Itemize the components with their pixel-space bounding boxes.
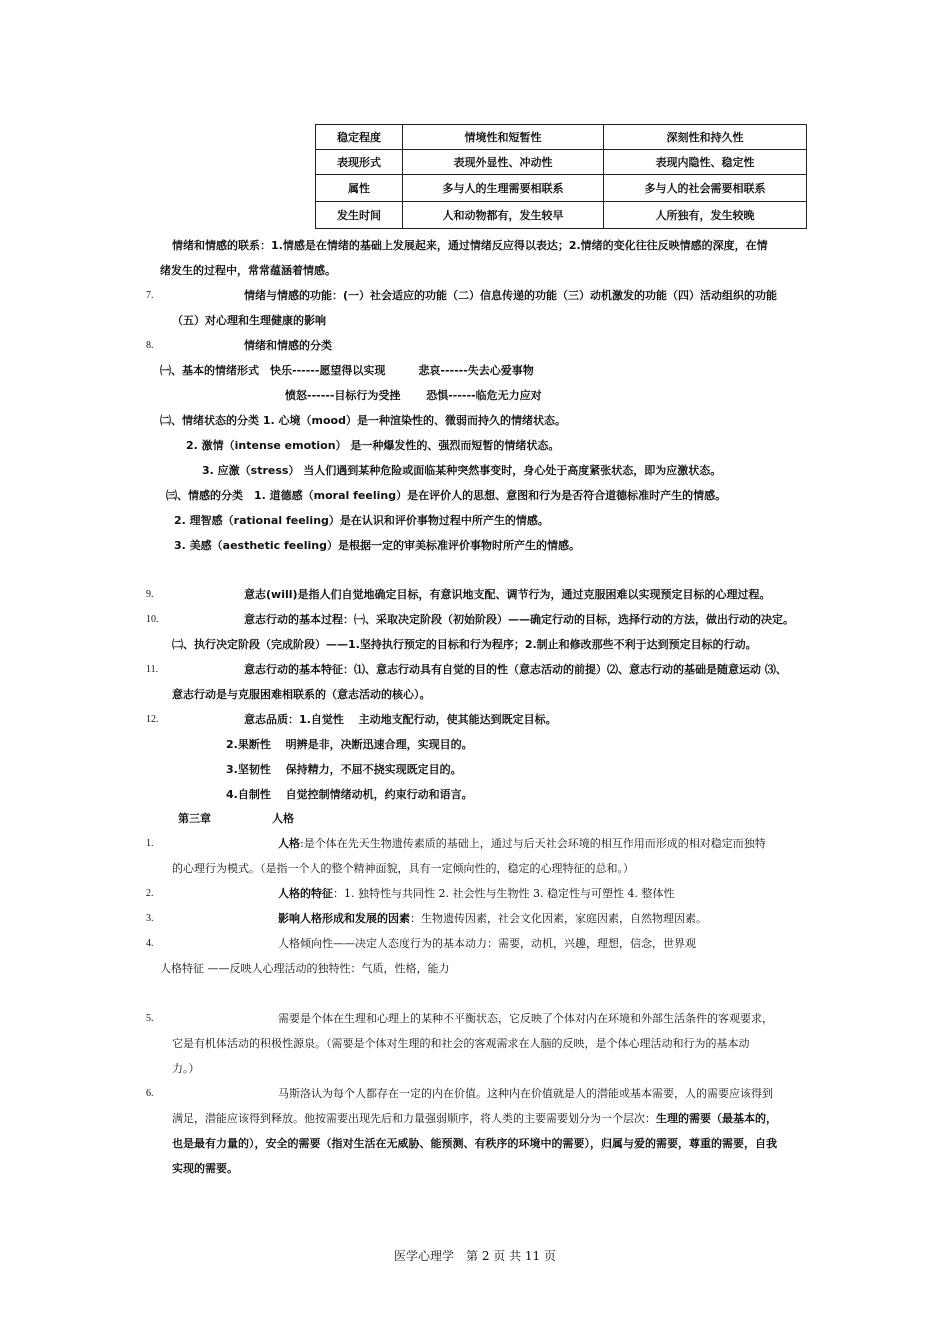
- personality-factors-line: [278, 911, 707, 926]
- emotion-relation-line-2: 绪发生的过程中，常常蕴涵着情感。: [160, 264, 336, 277]
- item-number: 2.: [146, 888, 154, 899]
- will-process-line-1: 意志行动的基本过程：㈠、采取决定阶段（初始阶段）——确定行动的目标，选择行动的方法，做出行动的决定。: [244, 613, 794, 626]
- table-row: [316, 125, 807, 150]
- personality-definition-text: :是个体在先天生物遗传素质的基础上，通过与后天社会环境的相互作用而形成的相对稳定而独特: [300, 837, 766, 850]
- factors-keyword: 影响人格形成和发展的因素: [278, 912, 410, 925]
- will-definition: 意志(will)是指人们自觉地确定目标，有意识地支配、调节行为，通过克服困难以实现预定目标的心理过程。: [244, 588, 771, 601]
- table-cell: 多与人的社会需要相联系: [604, 175, 807, 202]
- page-footer: 医学心理学 第 2 页 共 11 页: [394, 1249, 556, 1263]
- personality-keyword: 人格: [278, 837, 300, 850]
- will-feature-line-1: 意志行动的基本特征：⑴、意志行动具有自觉的目的性（意志活动的前提）⑵、意志行动的基础是随意运动 ⑶、: [244, 663, 787, 676]
- will-quality-line-2: 2.果断性 明辨是非，决断迅速合理，实现目的。: [226, 738, 473, 751]
- item-number: 11.: [146, 664, 159, 675]
- table-cell: 情境性和短暂性: [403, 125, 604, 150]
- personality-tendency-line: 人格倾向性——决定人态度行为的基本动力：需要，动机，兴趣，理想，信念，世界观: [278, 937, 696, 950]
- will-quality-line-1: 意志品质：1.自觉性 主动地支配行动，使其能达到既定目标。: [244, 713, 557, 726]
- chapter-label: 第三章: [178, 812, 211, 825]
- basic-emotion-line-1: ㈠、基本的情绪形式 快乐------愿望得以实现 悲哀------失去心爱事物: [160, 364, 534, 377]
- maslow-line-3: 也是最有力量的），安全的需要（指对生活在无威胁、能预测、有秩序的环境中的需要），归属与爱的需要，尊重的需要，自我: [172, 1137, 777, 1150]
- feeling-class-line-1: ㈢、情感的分类 1. 道德感（moral feeling）是在评价人的思想、意图和行为是否符合道德标准时产生的情感。: [166, 489, 727, 502]
- table-cell: 发生时间: [316, 202, 403, 229]
- personality-definition-line-1: [278, 836, 766, 851]
- item-number: 3.: [146, 913, 154, 924]
- item-number: 1.: [146, 838, 154, 849]
- table-cell: 稳定程度: [316, 125, 403, 150]
- basic-emotion-line-2: 愤怒------目标行为受挫 恐惧------临危无力应对: [285, 389, 542, 402]
- table-cell: 表现形式: [316, 150, 403, 175]
- table-cell: 深刻性和持久性: [604, 125, 807, 150]
- emotion-functions-line-1: 情绪与情感的功能：(一）社会适应的功能（二）信息传递的功能（三）动机激发的功能（四）活动组织的功能: [244, 289, 778, 302]
- traits-text: ：1. 独特性与共同性 2. 社会性与生物性 3. 稳定性与可塑性 4. 整体性: [333, 887, 675, 900]
- personality-characteristic-line: 人格特征 ——反映人心理活动的独特性：气质，性格，能力: [160, 962, 450, 975]
- personality-traits-line: [278, 886, 674, 901]
- item-number: 4.: [146, 938, 154, 949]
- comparison-table: [315, 124, 807, 229]
- will-quality-line-3: 3.坚韧性 保持精力，不屈不挠实现既定目的。: [226, 763, 462, 776]
- emotion-classify-title: 情绪和情感的分类: [244, 339, 332, 352]
- table-cell: 属性: [316, 175, 403, 202]
- personality-definition-line-2: 的心理行为模式。（是指一个人的整个精神面貌，具有一定倾向性的，稳定的心理特征的总和。）: [172, 862, 634, 875]
- table-row: [316, 150, 807, 175]
- table-cell: 人和动物都有，发生较早: [403, 202, 604, 229]
- need-definition-line-3: 力。）: [172, 1062, 200, 1075]
- maslow-line-2: [172, 1111, 777, 1126]
- maslow-line-2-text: 满足，潜能应该得到释放。他按需要出现先后和力量强弱顺序，将人类的主要需要划分为一个层次：: [172, 1112, 656, 1125]
- emotion-state-line-1: ㈡、情绪状态的分类 1. 心境（mood）是一种渲染性的、微弱而持久的情绪状态。: [160, 414, 566, 427]
- table-cell: 多与人的生理需要相联系: [403, 175, 604, 202]
- emotion-state-line-3: 3. 应激（stress） 当人们遇到某种危险或面临某种突然事变时，身心处于高度紧张状态，即为应激状态。: [202, 464, 722, 477]
- feeling-class-line-3: 3. 美感（aesthetic feeling）是根据一定的审美标准评价事物时所产生的情感。: [174, 539, 580, 552]
- table-row: [316, 175, 807, 202]
- need-definition-line-2: 它是有机体活动的积极性源泉。（需要是个体对生理的和社会的客观需求在人脑的反映，是个体心理活动和行为的基本动: [172, 1037, 750, 1050]
- will-quality-line-4: 4.自制性 自觉控制情绪动机，约束行动和语言。: [226, 788, 473, 801]
- emotion-functions-line-2: （五）对心理和生理健康的影响: [172, 314, 326, 327]
- need-definition-line-1: 需要是个体在生理和心理上的某种不平衡状态，它反映了个体对内在环境和外部生活条件的客观要求，: [278, 1012, 773, 1025]
- item-number: 7.: [146, 290, 154, 301]
- item-number: 12.: [146, 714, 159, 725]
- emotion-state-line-2: 2. 激情（intense emotion） 是一种爆发性的、强烈而短暂的情绪状态。: [186, 439, 560, 452]
- item-number: 5.: [146, 1013, 154, 1024]
- will-feature-line-2: 意志行动是与克服困难相联系的（意志活动的核心）。: [172, 688, 431, 701]
- maslow-line-1: 马斯洛认为每个人都存在一定的内在价值。这种内在价值就是人的潜能或基本需要，人的需要应该得到: [278, 1087, 773, 1100]
- traits-keyword: 人格的特征: [278, 887, 333, 900]
- table-cell: 人所独有，发生较晚: [604, 202, 807, 229]
- will-process-line-2: ㈡、执行决定阶段（完成阶段）——1.坚持执行预定的目标和行为程序；2.制止和修改那些不利于达到预定目标的行动。: [172, 638, 757, 651]
- table-cell: 表现内隐性、稳定性: [604, 150, 807, 175]
- maslow-line-4: 实现的需要。: [172, 1162, 238, 1175]
- table-row: [316, 202, 807, 229]
- emotion-relation-line-1: 情绪和情感的联系：1.情感是在情绪的基础上发展起来，通过情绪反应得以表达；2.情绪的变化往往反映情感的深度，在情: [172, 239, 768, 252]
- item-number: 8.: [146, 340, 154, 351]
- maslow-line-2-bold: 生理的需要（最基本的，: [656, 1112, 777, 1125]
- table-cell: 表现外显性、冲动性: [403, 150, 604, 175]
- item-number: 6.: [146, 1088, 154, 1099]
- item-number: 10.: [146, 614, 159, 625]
- item-number: 9.: [146, 589, 154, 600]
- chapter-title: 人格: [272, 812, 294, 825]
- factors-text: ：生物遗传因素，社会文化因素，家庭因素，自然物理因素。: [410, 912, 707, 925]
- feeling-class-line-2: 2. 理智感（rational feeling）是在认识和评价事物过程中所产生的情感。: [174, 514, 549, 527]
